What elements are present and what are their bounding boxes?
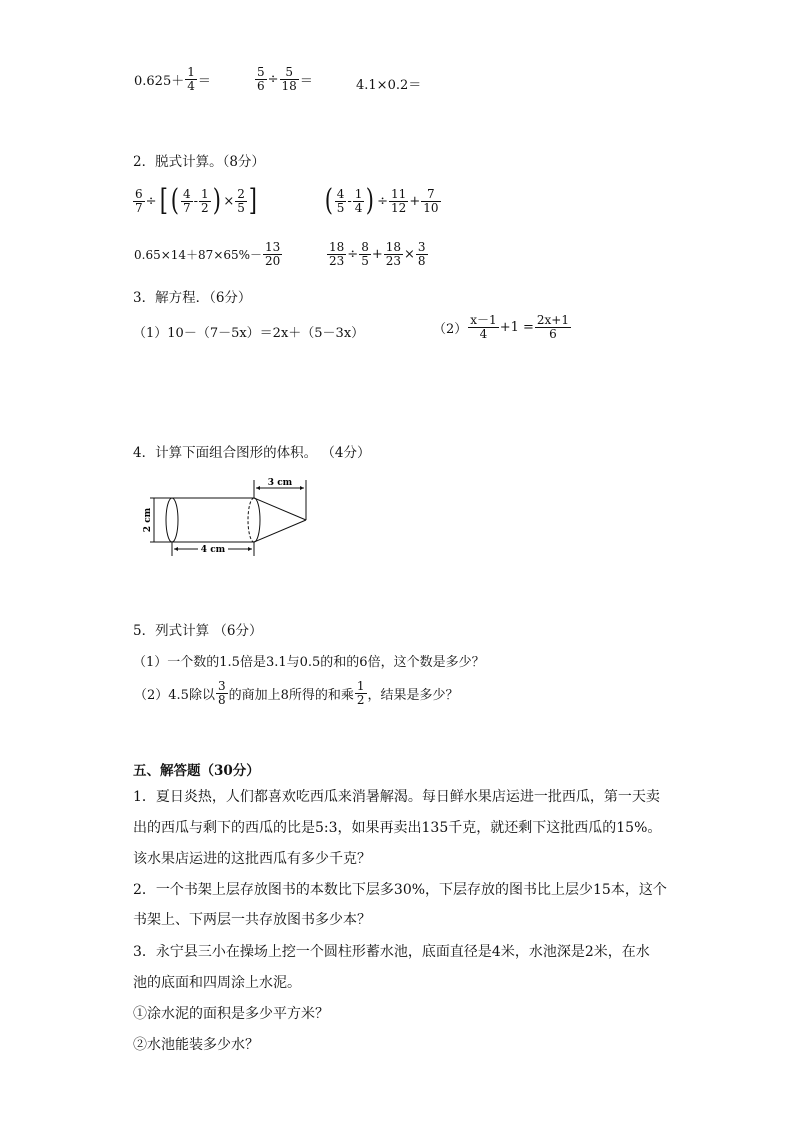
bracket: ] xyxy=(248,183,257,218)
paren: ) xyxy=(366,183,375,218)
expr-text: ＝ xyxy=(299,73,313,89)
operator: + xyxy=(409,193,421,209)
paren: ( xyxy=(171,183,180,218)
operator: ÷ xyxy=(377,193,389,209)
calc-expression-2 xyxy=(255,66,314,92)
operator: × xyxy=(223,193,235,209)
section-3-title: 3．解方程．（6分） xyxy=(133,290,252,306)
fraction: $\frac{3}{8}$ xyxy=(217,679,226,707)
problem-1-line-1: 1．夏日炎热，人们都喜欢吃西瓜来消暑解渴。每日鲜水果店运进一批西瓜，第一天卖 xyxy=(133,789,660,805)
section-2-exercise-2 xyxy=(323,183,441,218)
fraction: $\frac{2x+1}{6}$ xyxy=(536,313,569,341)
operator: + xyxy=(371,246,383,262)
expr-text: ，结果是多少？ xyxy=(367,687,459,703)
fraction: $\frac{18}{23}$ xyxy=(385,240,402,268)
section-2-title: 2．脱式计算。（8分） xyxy=(133,154,265,170)
fraction: $\frac{1}{2}$ xyxy=(356,679,365,707)
paren: ) xyxy=(212,183,221,218)
cone-length-label: 3 cm xyxy=(267,478,293,488)
section-4-title: 4．计算下面组合图形的体积。 （4分） xyxy=(133,445,371,461)
fraction: $\frac{2}{5}$ xyxy=(237,186,245,215)
fraction: $\frac{18}{23}$ xyxy=(329,240,345,268)
problem-1-line-3: 该水果店运进的这批西瓜有多少千克？ xyxy=(133,851,371,867)
section-5-question-2 xyxy=(133,680,460,706)
expr-text: （2） xyxy=(433,321,468,337)
operator: ÷ xyxy=(347,246,359,262)
cone-edge xyxy=(254,498,306,520)
expr-text: +1 = xyxy=(499,319,534,335)
problem-3-question-1: ①涂水泥的面积是多少平方米？ xyxy=(133,1006,329,1022)
calc-expression-3: 4.1×0.2＝ xyxy=(356,78,422,93)
fraction: $\frac{6}{7}$ xyxy=(135,186,143,215)
fraction: $\frac{11}{12}$ xyxy=(391,186,407,215)
fraction: $\frac{13}{20}$ xyxy=(265,240,281,268)
fraction: $\frac{4}{7}$ xyxy=(182,186,191,215)
problem-3-question-2: ②水池能装多少水？ xyxy=(133,1037,259,1053)
equation-2 xyxy=(432,314,571,340)
problem-3-line-2: 池的底面和四周涂上水泥。 xyxy=(133,975,301,991)
operator: ÷ xyxy=(145,193,157,209)
section-2-exercise-1 xyxy=(133,183,259,218)
problem-2-line-2: 书架上、下两层一共存放图书多少本？ xyxy=(133,912,371,928)
cylinder-right-base xyxy=(254,498,260,542)
expr-text: 0.65×14＋87×65%－ xyxy=(134,247,263,262)
problem-2-line-1: 2．一个书架上层存放图书的本数比下层多30%，下层存放的图书比上层少15本，这个 xyxy=(133,882,667,898)
section-2-exercise-4 xyxy=(327,241,428,267)
fraction: $\frac{4}{5}$ xyxy=(336,186,345,215)
expr-text: 0.625＋ xyxy=(134,73,185,89)
fraction: $\frac{1}{4}$ xyxy=(354,186,363,215)
length-label: 4 cm xyxy=(200,545,226,555)
equation-1: （1）10－（7－5x）＝2x＋（5－3x） xyxy=(133,326,365,341)
expr-text: ＝ xyxy=(197,73,211,89)
operator: ÷ xyxy=(267,71,279,87)
cylinder-cone-figure xyxy=(138,472,318,564)
fraction: $\frac{5}{6}$ xyxy=(257,65,265,93)
section-2-exercise-3 xyxy=(133,241,282,267)
fraction: $\frac{7}{10}$ xyxy=(423,186,439,215)
fraction: $\frac{5}{18}$ xyxy=(281,65,297,93)
expr-text: （2）4.5除以 xyxy=(134,687,215,703)
problem-1-line-2: 出的西瓜与剩下的西瓜的比是5:3，如果再卖出135千克，就还剩下这批西瓜的15%。 xyxy=(133,820,662,836)
operator: - xyxy=(347,193,352,209)
fraction: $\frac{3}{8}$ xyxy=(417,240,426,268)
cylinder-left-base xyxy=(166,498,178,542)
expr-text: 的商加上8所得的和乘 xyxy=(228,687,354,703)
height-label: 2 cm xyxy=(143,507,153,533)
fraction: $\frac{1}{4}$ xyxy=(187,65,195,93)
fraction: $\frac{x-1}{4}$ xyxy=(470,313,497,341)
part-five-title: 五、解答题（30分） xyxy=(133,763,260,779)
operator: × xyxy=(404,246,415,262)
fraction: $\frac{1}{2}$ xyxy=(201,186,209,215)
fraction: $\frac{8}{5}$ xyxy=(361,240,369,268)
paren: ( xyxy=(324,183,333,218)
operator: - xyxy=(193,193,199,209)
calc-expression-1 xyxy=(133,66,212,92)
bracket: [ xyxy=(159,183,168,218)
section-5-question-1: （1）一个数的1.5倍是3.1与0.5的和的6倍，这个数是多少？ xyxy=(133,655,485,670)
problem-3-line-1: 3．永宁县三小在操场上挖一个圆柱形蓄水池，底面直径是4米，水池深是2米，在水 xyxy=(133,944,650,960)
section-5-title: 5．列式计算 （6分） xyxy=(133,623,263,639)
